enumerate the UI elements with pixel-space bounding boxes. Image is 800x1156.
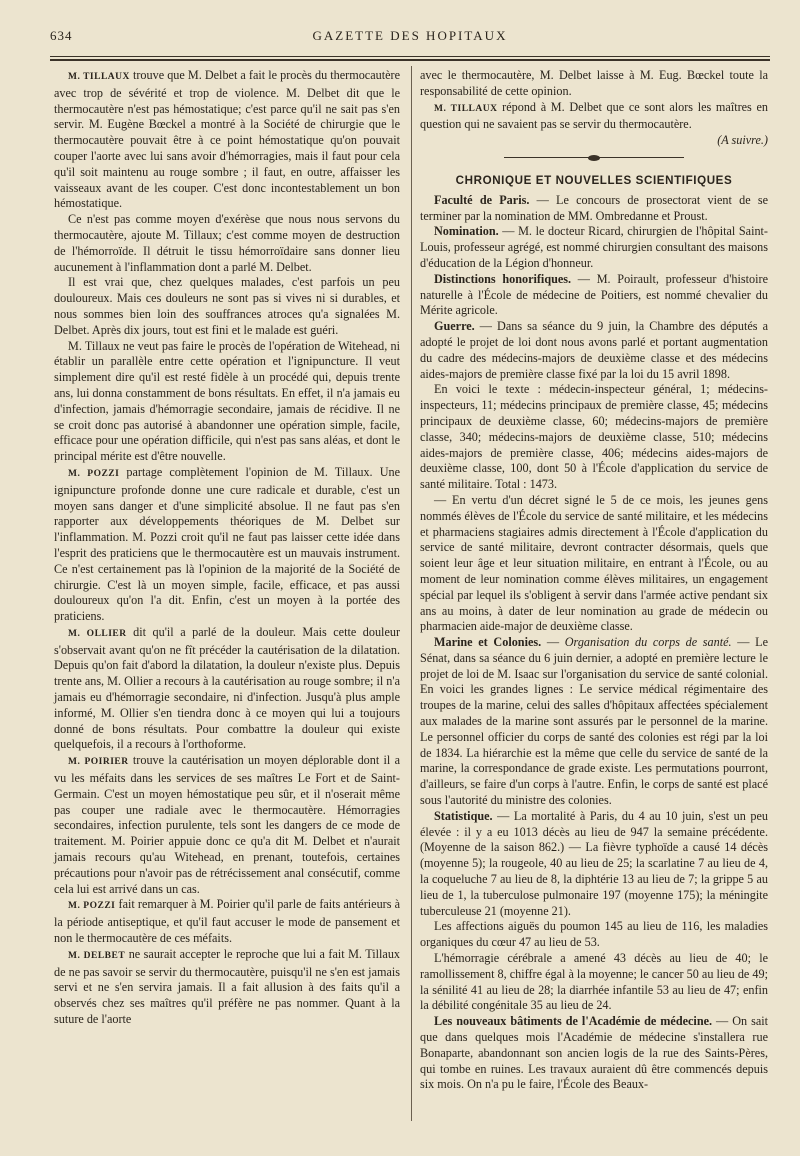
paragraph: M. Tillaux ne veut pas faire le procès de l'opération de Witehead, ni établir un parallèle entre cette opération et l'ignipuncture. Il veut simplement dire qu'il est resté fidèle à un procédé qui, depuis trente ans, lui donna constamment de bons résultats. En effet, il n'a jamais eu d'infection, jamais d'hémorragie secondaire, jamais de récidive. Il ne se croit donc pas autorisé à abandonner une opération simple, facile, efficace pour une opération difficile, qui n'est pas sans aléas, et dont le principal mérite est d'être nouvelle. xyxy=(54,338,400,464)
column-divider xyxy=(411,66,412,1121)
paragraph: Il est vrai que, chez quelques malades, c'est parfois un peu douloureux. Mais ces douleurs ne sont pas si vives ni si durables, et nous sommes bien loin des souffrances atroces qu'a signalées M. Delbet. Après dix jours, tout est fini et le malade est guéri. xyxy=(54,275,400,337)
paragraph: Ce n'est pas comme moyen d'exérèse que nous nous servons du thermocautère, ajoute M. Tillaux; c'est comme moyen de destruction de l'hémorroïde. Il détruit le tissu hémorroïdaire sans donner lieu aucunement à l'inflammation dont a parlé M. Delbet. xyxy=(54,212,400,274)
speaker-name: M. TILLAUX xyxy=(434,103,498,114)
page-number: 634 xyxy=(50,28,73,43)
paragraph-text: ne saurait accepter le reproche que lui a fait M. Tillaux de ne pas savoir se servir du thermocautère, puisqu'il ne s'en est jamais servi et ne s'en servira jamais. Il a fait allusion à des faits qu'il a observés chez ses maîtres qu'il préfère ne pas nommer. Quant à la suture de l'aorte xyxy=(54,946,401,1027)
paragraph-tillaux-2 xyxy=(420,100,768,149)
speaker-name: M. POZZI xyxy=(68,468,120,479)
news-text: — M. le docteur Ricard, chirurgien de l'hôpital Saint-Louis, professeur agrégé, est nommé chirurgien consultant des maisons d'éducation de la Légion d'honneur. xyxy=(420,224,768,270)
paragraph-pozzi-1 xyxy=(54,465,400,625)
news-text: — Dans sa séance du 9 juin, la Chambre des députés a adopté le projet de loi dont nous avons parlé et portant augmentation du cadre des médecins-majors de deuxième classe et des médecins aides-majors de première classe fixé par la loi du 15 avril 1898. xyxy=(420,319,768,381)
paragraph: avec le thermocautère, M. Delbet laisse à M. Eug. Bœckel toute la responsabilité de cette opinion. xyxy=(420,68,768,98)
speaker-name: M. POZZI xyxy=(68,901,116,912)
news-heading: Distinctions honorifiques. xyxy=(434,271,572,286)
news-heading: Marine et Colonies. xyxy=(434,635,542,650)
news-heading: Faculté de Paris. xyxy=(434,192,530,207)
news-subheading: Organisation du corps de santé. xyxy=(564,635,732,650)
speaker-name: M. TILLAUX xyxy=(68,72,130,82)
paragraph-ollier xyxy=(54,625,400,753)
paragraph-delbet xyxy=(54,947,400,1028)
news-heading: Les nouveaux bâtiments de l'Académie de médecine. xyxy=(434,1014,713,1029)
page-header xyxy=(50,28,770,52)
paragraph: En voici le texte : médecin-inspecteur général, 1; médecins-inspecteurs, 11; médecins principaux de première classe, 45; médecins principaux de deuxième classe, 60; médecins-majors de première classe, 340; médecins-majors de deuxième classe, 510; médecins aides-majors de première classe, 406; médecins aides-majors de deuxième classe, 100, dont 50 à l'École d'application du service de santé militaire. Total : 1473. xyxy=(420,382,768,492)
news-item-guerre xyxy=(420,319,768,382)
paragraph-text: trouve que M. Delbet a fait le procès du thermocautère avec trop de sévérité et trop de violence. M. Delbet dit que le thermocautère n'est pas hémostatique; c'est parce qu'il ne sait pas s'en servir. M. Eugène Bœckel a montré à la Société de chirurgie que le thermocautère pouvait être à ce point hémostatique qu'on pouvait couper l'aorte avec lui sans avoir d'hémorragies, mais il faut pour cela qu'il soit maintenu au rouge sombre ; il faut, en outre, affaisser les vaisseaux avant de les couper. C'est donc incontestablement un bon hémostatique. xyxy=(54,68,400,211)
header-rule-thick xyxy=(50,59,770,61)
running-title: GAZETTE DES HOPITAUX xyxy=(312,28,508,43)
paragraph-text: fait remarquer à M. Poirier qu'il parle de faits antérieurs à la période antiseptique, et qu'il faut accuser le mode de pansement et non le thermocautère de ces méfaits. xyxy=(54,897,401,946)
news-text: — On sait que dans quelques mois l'Académie de médecine s'installera rue Bonaparte, abandonnant son ancien logis de la rue des Saints-Pères, qui tombe en ruines. Les travaux auraient dû être commencés depuis six mois. On n'a pu le faire, l'École des Beaux- xyxy=(420,1014,768,1092)
paragraph-text: répond à M. Delbet que ce sont alors les maîtres en question qui ne savaient pas se servir du thermocautère. xyxy=(420,99,768,132)
section-ornament xyxy=(504,155,684,161)
paragraph: L'hémorragie cérébrale a amené 43 décès au lieu de 40; le ramollissement 8, chiffre égal à la moyenne; le cancer 50 au lieu de 49; la sénilité 41 au lieu de 28; la diarrhée infantile 53 au lieu de 47; enfin la débilité congénitale 35 au lieu de 24. xyxy=(420,951,768,1013)
header-rule-thin xyxy=(50,56,770,57)
paragraph: Les affections aiguës du poumon 145 au lieu de 116, les maladies organiques du cœur 47 au lieu de 53. xyxy=(420,919,768,950)
speaker-name: M. POIRIER xyxy=(68,757,129,768)
news-item-distinctions xyxy=(420,272,768,319)
speaker-name: M. OLLIER xyxy=(68,628,127,639)
news-text: — La mortalité à Paris, du 4 au 10 juin, s'est un peu élevée : il y a eu 1013 décès au lieu de 947 la semaine précédente. (Moyenne de la saison 862.) — La fièvre typhoïde a causé 14 décès (moyenne 5); la rougeole, 40 au lieu de 25; la scarlatine 7 au lieu de 4, la coqueluche 7 au lieu de 8, la diphtérie 13 au lieu de 7; la grippe 5 au lieu de 1, la tuberculose pulmonaire 197 (moyenne 175); la méningite tuberculeuse 21 (moyenne 21). xyxy=(420,808,768,918)
news-item-statistique xyxy=(420,809,768,920)
news-item-academie xyxy=(420,1014,768,1093)
news-item-marine: Marine et Colonies. — Organisation du corps de santé. — Le Sénat, dans sa séance du 6 juin dernier, a adopté en première lecture le projet de loi de M. Isaac sur l'organisation du service de santé colonial. En voici les grandes lignes : Le service médical régimentaire des troupes de la marine, celui des salles d'hôpitaux affectées spécialement aux malades de la marine sont assurés par le personnel de la marine. Le personnel officier du corps de santé des colonies est régi par la loi de 1834. La hiérarchie est la même que celle du service de santé de la marine, la correspondance de grade existe. Les permutations pourront, d'ailleurs, se faire d'un corps à l'autre. Enfin, le corps de santé est placé sous l'autorité du ministre des colonies. xyxy=(420,635,769,808)
speaker-name: M. DELBET xyxy=(68,950,126,961)
news-heading: Nomination. xyxy=(434,224,499,239)
news-item-nomination xyxy=(420,224,768,271)
news-item-faculte xyxy=(420,193,768,225)
paragraph: — En vertu d'un décret signé le 5 de ce mois, les jeunes gens nommés élèves de l'École du service de santé militaire, et les médecins et pharmaciens stagiaires admis directement à l'École d'application du service de santé militaire, devront contracter désormais, quels que soient leur âge et leur situation militaire, en entrant à l'École, ou au moment de leur nomination comme élèves militaires, un engagement spécial par lequel ils s'obligent à servir dans l'armée active pendant six ans au moins, à dater de leur nomination au grade de médecin ou pharmacien aide-major de deuxième classe. xyxy=(420,492,768,634)
section-title: CHRONIQUE ET NOUVELLES SCIENTIFIQUES xyxy=(455,173,733,187)
right-column xyxy=(420,68,768,1093)
news-heading: Guerre. xyxy=(434,319,475,334)
to-be-continued: (A suivre.) xyxy=(717,133,768,148)
news-text: — Le Sénat, dans sa séance du 6 juin dernier, a adopté en première lecture le projet de loi de M. Isaac sur l'organisation du service de santé colonial. En voici les grandes lignes : Le service médical régimentaire des troupes de la marine, celui des salles d'hôpitaux affectées spécialement aux malades de la marine sont assurés par le personnel de la marine. Le personnel officier du corps de santé des colonies est régi par la loi de 1834. La hiérarchie est la même que celle du service de santé de la marine, la correspondance de grade existe. Les permutations pourront, d'ailleurs, se faire d'un corps à l'autre. Enfin, le corps de santé est placé sous l'autorité du ministre des colonies. xyxy=(420,635,769,808)
news-text: — M. Poirault, professeur d'histoire naturelle à l'École de médecine de Poitiers, est nommé chevalier du Mérite agricole. xyxy=(420,271,768,318)
news-heading: Statistique. xyxy=(434,808,493,823)
paragraph-text: trouve la cautérisation un moyen déplorable dont il a vu les méfaits dans les services de ses maîtres Le Fort et de Saint-Germain. C'est un moyen hémostatique peu sûr, et il n'oserait même pas couper une radiale avec le thermocautère. Hémorragies secondaires, infection purulente, tels sont les dangers de ce mode de traitement. M. Poirier appuie donc ce qu'a dit M. Delbet et n'aurait jamais recours qu'au Witehead, en prenant, toutefois, certaines précautions pour n'avoir pas de rétrécissement anal consécutif, comme cela lui est arrivé dans un cas. xyxy=(54,753,401,896)
paragraph-poirier xyxy=(54,753,400,897)
paragraph-pozzi-2 xyxy=(54,897,400,946)
paragraph-text: dit qu'il a parlé de la douleur. Mais cette douleur s'observait avant qu'on ne fît précéder la cautérisation de la dilatation. Depuis qu'on fait d'abord la dilatation, la douleur n'existe plus. Depuis trente ans, M. Ollier a recours à la cautérisation au rouge sombre; il n'a jamais eu d'hémorragie secondaire, ni d'infection. Jusqu'à plus ample informé, M. Ollier s'en tiendra donc à ce moyen qui lui a toujours donné de bons résultats. Pour combattre la douleur qui existe quelquefois, il a recours à l'orthoforme. xyxy=(54,624,401,752)
news-text: — Le concours de prosectorat vient de se terminer par la nomination de MM. Ombredanne et Proust. xyxy=(420,192,768,223)
left-column xyxy=(54,68,400,1028)
paragraph-tillaux-1 xyxy=(54,68,400,212)
paragraph-text: partage complètement l'opinion de M. Tillaux. Une ignipuncture profonde donne une cure radicale et durable, c'est un moyen sans danger et d'une simplicité absolue. Il ne faut pas s'en rapporter aux développements théoriques de M. Delbet sur l'inflammation. M. Pozzi croit qu'il ne faut pas laisser cette idée dans l'esprit des praticiens que le thermocautère est un mauvais instrument. Ce n'est certainement pas là l'opinion de la majorité de la Société de chirurgie. C'est là un moyen simple, facile, efficace, et pas aussi douloureux qu'on l'a dit. Enfin, c'est un moyen à la portée des praticiens. xyxy=(54,464,400,624)
